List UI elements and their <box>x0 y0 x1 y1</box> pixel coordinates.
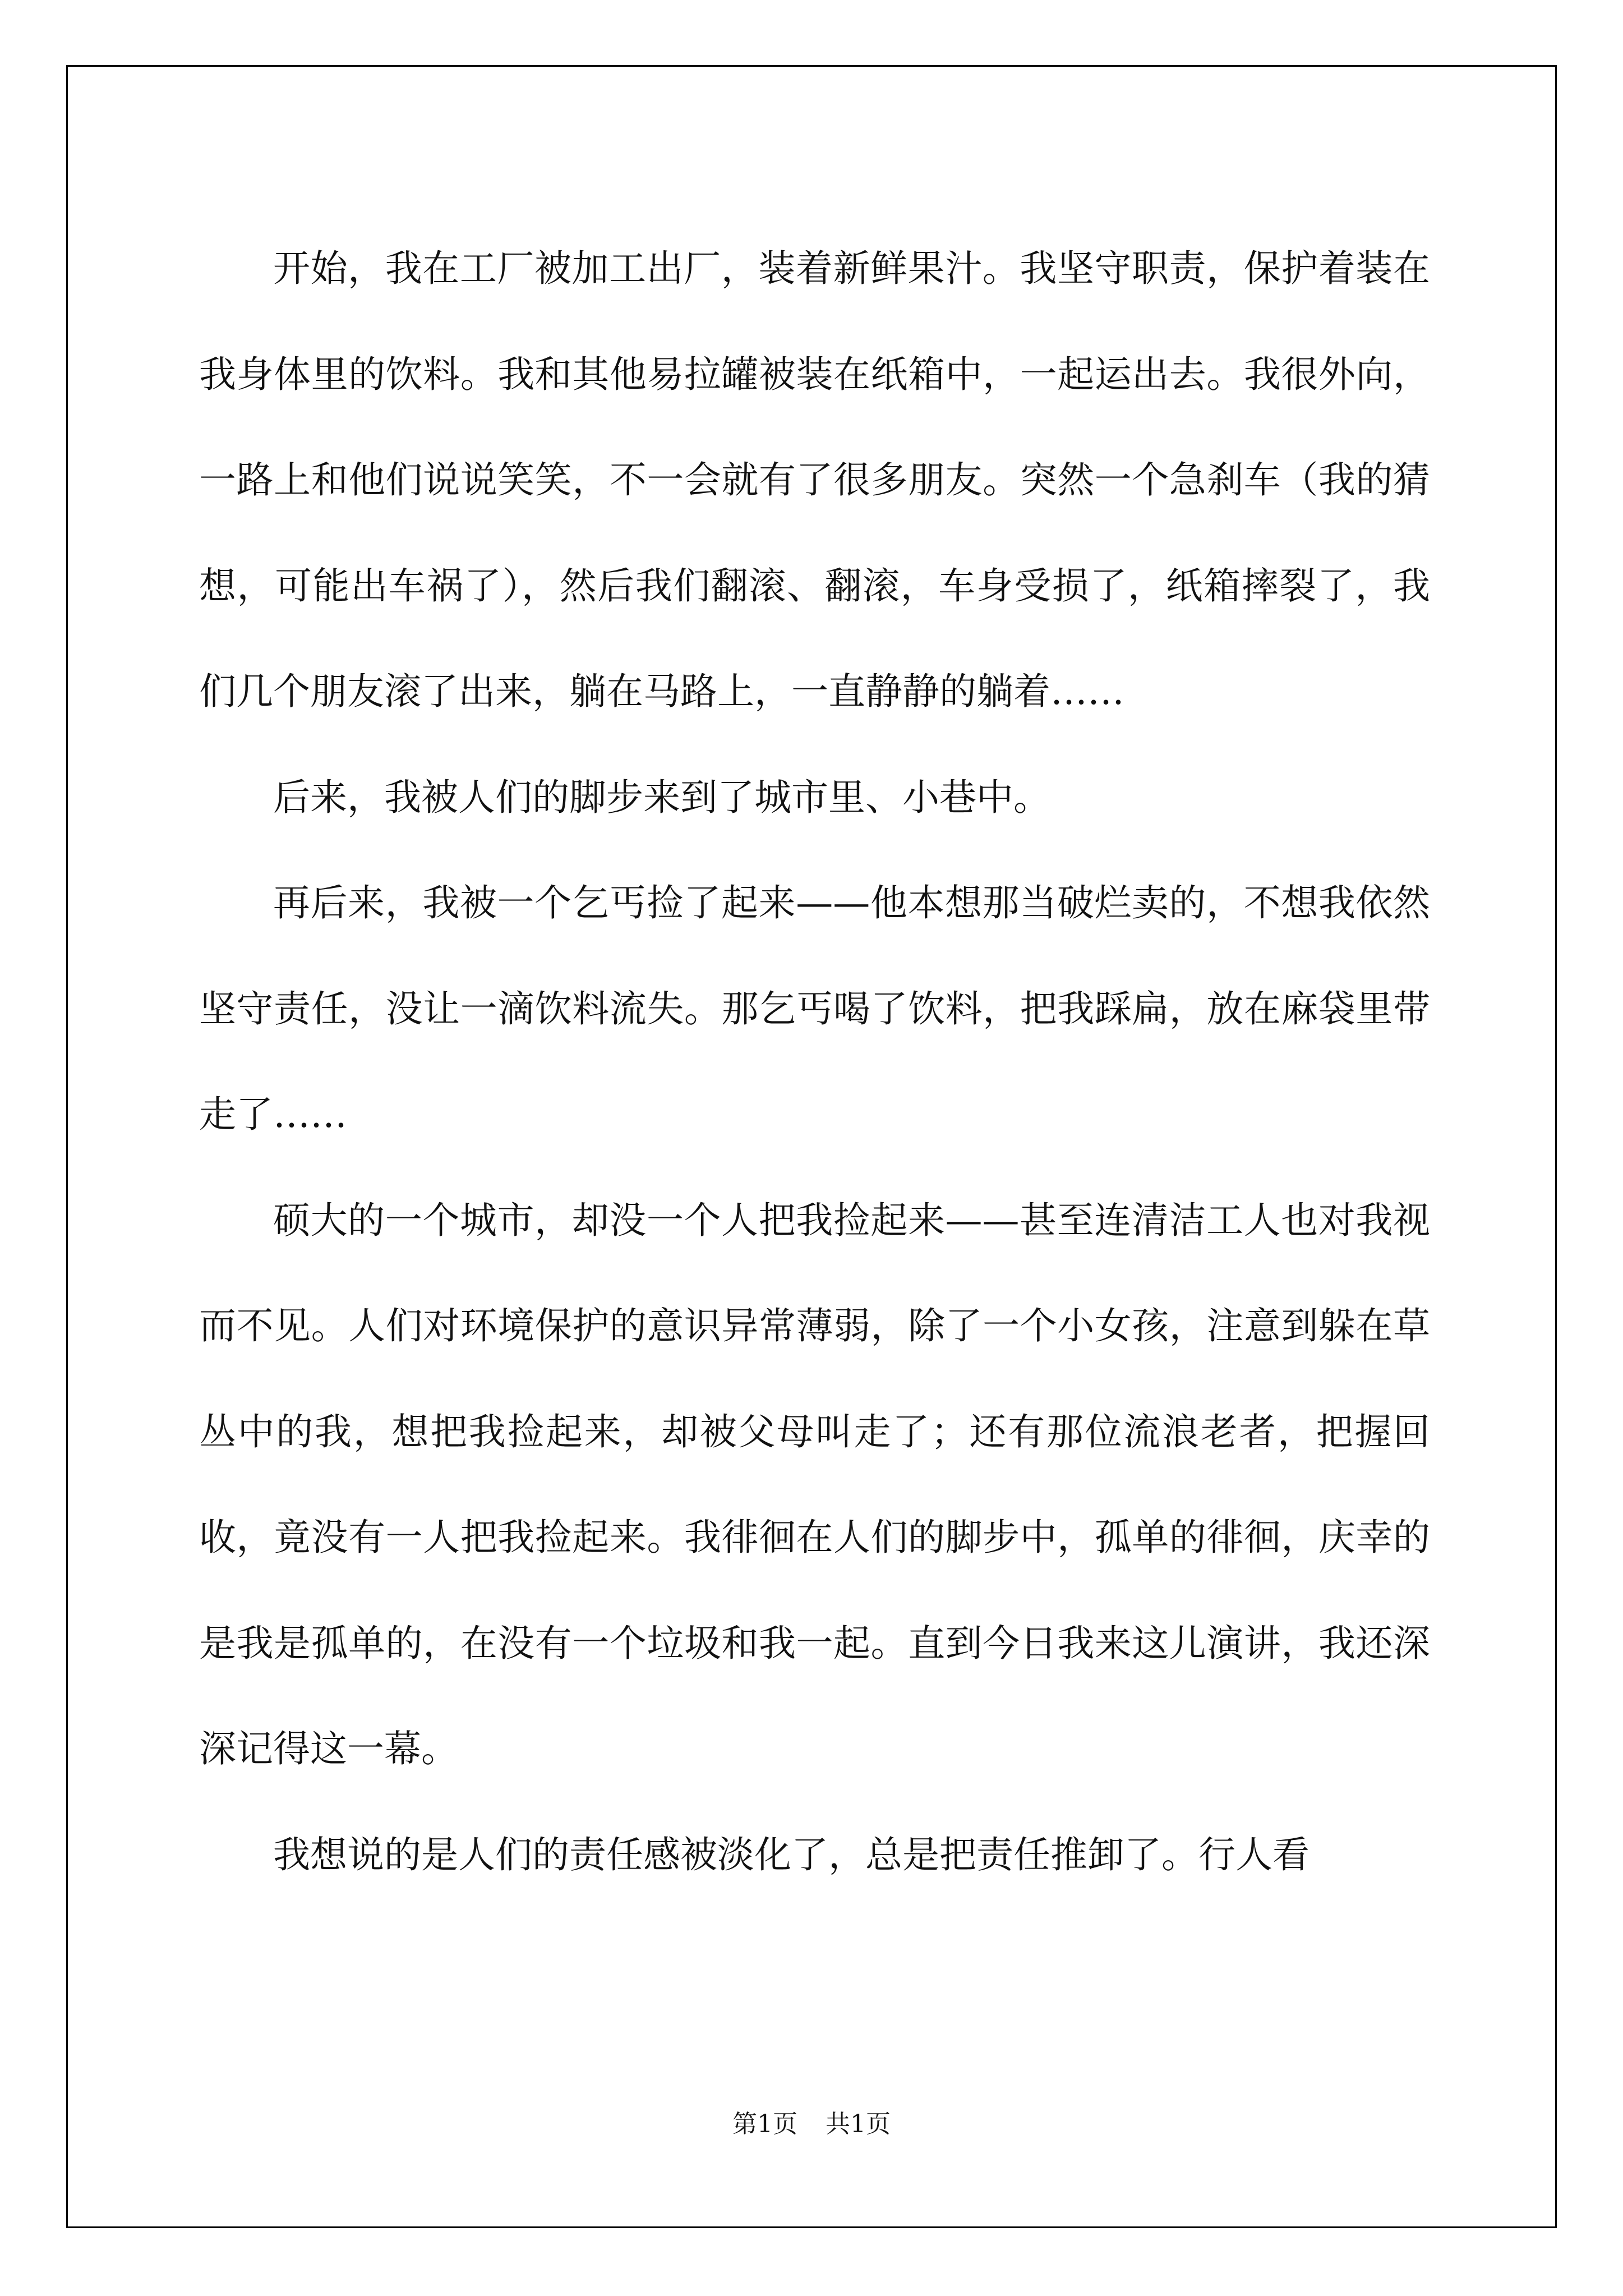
paragraph-4: 硕大的一个城市，却没一个人把我捡起来——甚至连清洁工人也对我视而不见。人们对环境保护的意识异常薄弱，除了一个小女孩，注意到躲在草丛中的我，想把我捡起来，却被父母叫走了；还有那位流浪老者，把握回收，竟没有一人把我捡起来。我徘徊在人们的脚步中，孤单的徘徊，庆幸的是我是孤单的，在没有一个垃圾和我一起。直到今日我来这儿演讲，我还深深记得这一幕。 <box>199 1198 1430 1770</box>
page-footer <box>0 2104 1623 2139</box>
paragraph-1: 开始，我在工厂被加工出厂，装着新鲜果汁。我坚守职责，保护着装在我身体里的饮料。我和其他易拉罐被装在纸箱中，一起运出去。我很外向，一路上和他们说说笑笑，不一会就有了很多朋友。突然一个急刹车（我的猜想，可能出车祸了），然后我们翻滚、翻滚，车身受损了，纸箱摔裂了，我们几个朋友滚了出来，躺在马路上，一直静静的躺着…… <box>199 247 1430 713</box>
document-body <box>199 216 1430 1908</box>
page-total: 共1页 <box>826 2110 891 2138</box>
paragraph-2: 后来，我被人们的脚步来到了城市里、小巷中。 <box>273 775 1050 819</box>
paragraph-5: 我想说的是人们的责任感被淡化了，总是把责任推卸了。行人看 <box>273 1833 1310 1876</box>
paragraph-3: 再后来，我被一个乞丐捡了起来——他本想那当破烂卖的，不想我依然坚守责任，没让一滴饮料流失。那乞丐喝了饮料，把我踩扁，放在麻袋里带走了…… <box>199 881 1430 1136</box>
page-number: 第1页 <box>732 2110 797 2138</box>
